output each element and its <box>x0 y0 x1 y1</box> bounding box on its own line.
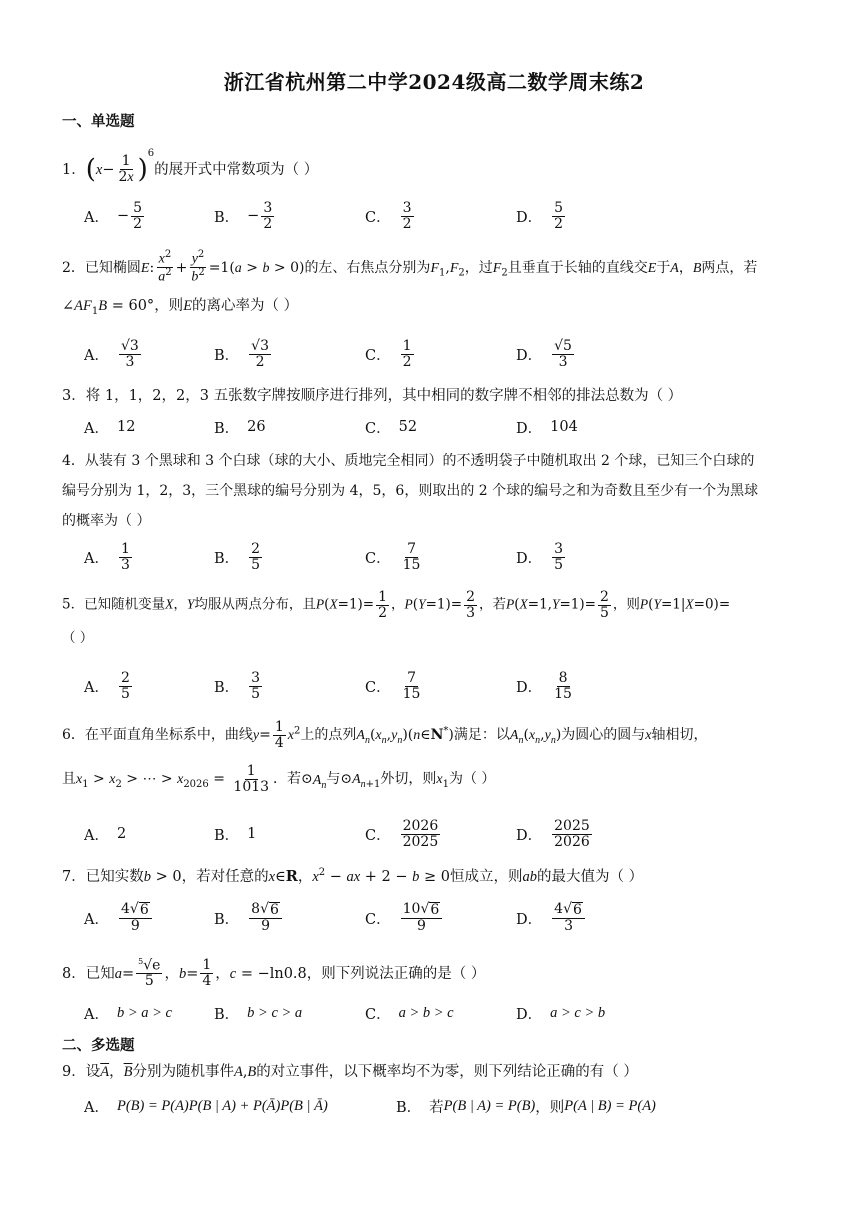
option-a[interactable]: A． 4 √ 6 9 <box>84 898 154 938</box>
question-3: 3．将 1，1，2，2，3 五张数字牌按顺序进行排列，其中相同的数字牌不相邻的排法总数为（ ） <box>62 388 683 404</box>
option-c[interactable]: C． 10 √ 6 9 <box>365 898 444 938</box>
option-d[interactable]: D． 104 <box>516 419 578 437</box>
option-c[interactable]: C． $\frac{3}{2}$ <box>365 199 412 232</box>
option-c[interactable]: C． $\frac{7}{15}$ <box>365 540 421 573</box>
question-4: 4．从装有 3 个黑球和 3 个白球（球的大小、质地完全相同）的不透明袋子中随机取出 2 个球，已知三个白球的 编号分别为 1，2，3，三个黑球的编号分别为 4，5，6，则取出的 2 个球的编号之和为奇数且至少有一个为黑球 的概率为（ ） <box>62 453 759 529</box>
question-6: 6．在平面直角坐标系中，曲线y= $\frac{1}{4}$ $x^2$上的点列$A_n(x_n,y_n)(n\in N^*)$满足：以$A_n(x_n,y_n)$为圆心的圆与x轴相切， 且$x_1 > x_2$ > ⋯ > $x_{2026}$ = $\frac{1}{1013}$ ．若$⊙A_n$与$⊙A_{n+1}$外切，则$x_1$为（ ） <box>62 719 708 796</box>
q7-options <box>84 898 804 938</box>
question-8: 8．已知a= $\frac{^5√e}{5}$ ，b= $\frac{1}{4}$ ，c = −ln0.8，则下列说法正确的是（ ） <box>62 957 486 990</box>
option-b[interactable]: B． $\frac{√3}{2}$ <box>214 337 269 370</box>
q8-options <box>84 993 804 1033</box>
option-c[interactable]: C． 52 <box>365 419 418 437</box>
question-5: 5．已知随机变量X，Y均服从两点分布，且P(X=1)= $\frac{1}{2}$ ，P(Y=1)= $\frac{2}{3}$ ，若P(X=1,Y=1)= $\frac{2}{5}$ ，则P(Y=1|X=0)= （ ） <box>62 589 731 647</box>
option-d[interactable]: D． $\frac{√5}{3}$ <box>516 337 572 370</box>
question-text: 将 1，1，2，2，3 五张数字牌按顺序进行排列，其中相同的数字牌不相邻的排法总数为（ ） <box>85 388 683 404</box>
question-2: 2．已知椭圆E: $\frac{x^2}{a^2}$ + $\frac{y^2}{b^2}$ =1(a > b > 0)的左、右焦点分别为$F_1,F_2$，过$F_2$且垂直于长轴的直线交E于A，B两点，若 $\angle AF_1B = 60^\circ$，则E的离心率为（ ） <box>62 249 758 317</box>
section-single-choice: 一、单选题 <box>62 113 135 130</box>
option-d[interactable]: D． $\frac{5}{2}$ <box>516 199 564 232</box>
section-multi-choice: 二、多选题 <box>62 1037 135 1054</box>
option-d[interactable]: D． a > c > b <box>516 1004 606 1023</box>
option-a[interactable]: A． $\frac{√3}{3}$ <box>84 337 139 370</box>
option-a[interactable]: A． P(B) = P(A)P(B | A) + P(Ā)P(B | Ā) <box>84 1097 328 1116</box>
option-c[interactable]: C． $\frac{1}{2}$ <box>365 337 412 370</box>
page-title: 浙江省杭州第二中学2024级高二数学周末练2 <box>223 70 645 94</box>
question-text: 的展开式中常数项为（ ） <box>154 162 319 178</box>
option-a[interactable]: A． $\frac{1}{3}$ <box>84 540 130 573</box>
option-a[interactable]: A． − $\frac{5}{2}$ <box>84 199 143 232</box>
option-b[interactable]: B． 1 <box>214 826 257 844</box>
option-d[interactable]: D． $\frac{3}{5}$ <box>516 540 564 573</box>
formula: (x− $\frac{1}{2x}$ )$^6$ <box>85 148 155 185</box>
option-a[interactable]: A． $\frac{2}{5}$ <box>84 669 130 702</box>
option-c[interactable]: C． $\frac{2026}{2025}$ <box>365 817 439 850</box>
q2-options <box>84 334 804 374</box>
q9-options <box>84 1086 804 1126</box>
option-b[interactable]: B． b > c > a <box>214 1004 303 1023</box>
question-7: 7．已知实数b > 0，若对任意的x∈R，$x^2$ − ax + 2 − b ≥ 0恒成立，则ab的最大值为（ ） <box>62 867 644 885</box>
option-b[interactable]: B． 26 <box>214 419 266 437</box>
option-a[interactable]: A． 12 <box>84 419 136 437</box>
q4-options <box>84 537 804 577</box>
option-b[interactable]: B． 若 P(B | A) = P(B) ，则 P(A | B) = P(A) <box>396 1097 656 1116</box>
option-b[interactable]: B． 8 √ 6 9 <box>214 898 284 938</box>
option-c[interactable]: C． a > b > c <box>365 1004 454 1023</box>
question-1 <box>62 146 812 190</box>
option-d[interactable]: D． $\frac{8}{15}$ <box>516 669 572 702</box>
option-a[interactable]: A． b > a > c <box>84 1004 172 1023</box>
option-c[interactable]: C． $\frac{7}{15}$ <box>365 669 421 702</box>
option-a[interactable]: A． 2 <box>84 826 127 844</box>
question-9: 9．设$\overline{A}$，$\overline{B}$分别为随机事件A,B的对立事件，以下概率均不为零，则下列结论正确的有（ ） <box>62 1064 638 1080</box>
option-b[interactable]: B． $\frac{2}{5}$ <box>214 540 261 573</box>
q6-options <box>84 814 804 854</box>
option-d[interactable]: D． $\frac{2025}{2026}$ <box>516 817 590 850</box>
option-b[interactable]: B． − $\frac{3}{2}$ <box>214 199 273 232</box>
q1-options <box>84 196 804 236</box>
option-d[interactable]: D． 4 √ 6 3 <box>516 898 587 938</box>
option-b[interactable]: B． $\frac{3}{5}$ <box>214 669 261 702</box>
question-number: 1． <box>62 162 86 178</box>
q5-options <box>84 666 804 706</box>
q3-options <box>84 407 804 447</box>
